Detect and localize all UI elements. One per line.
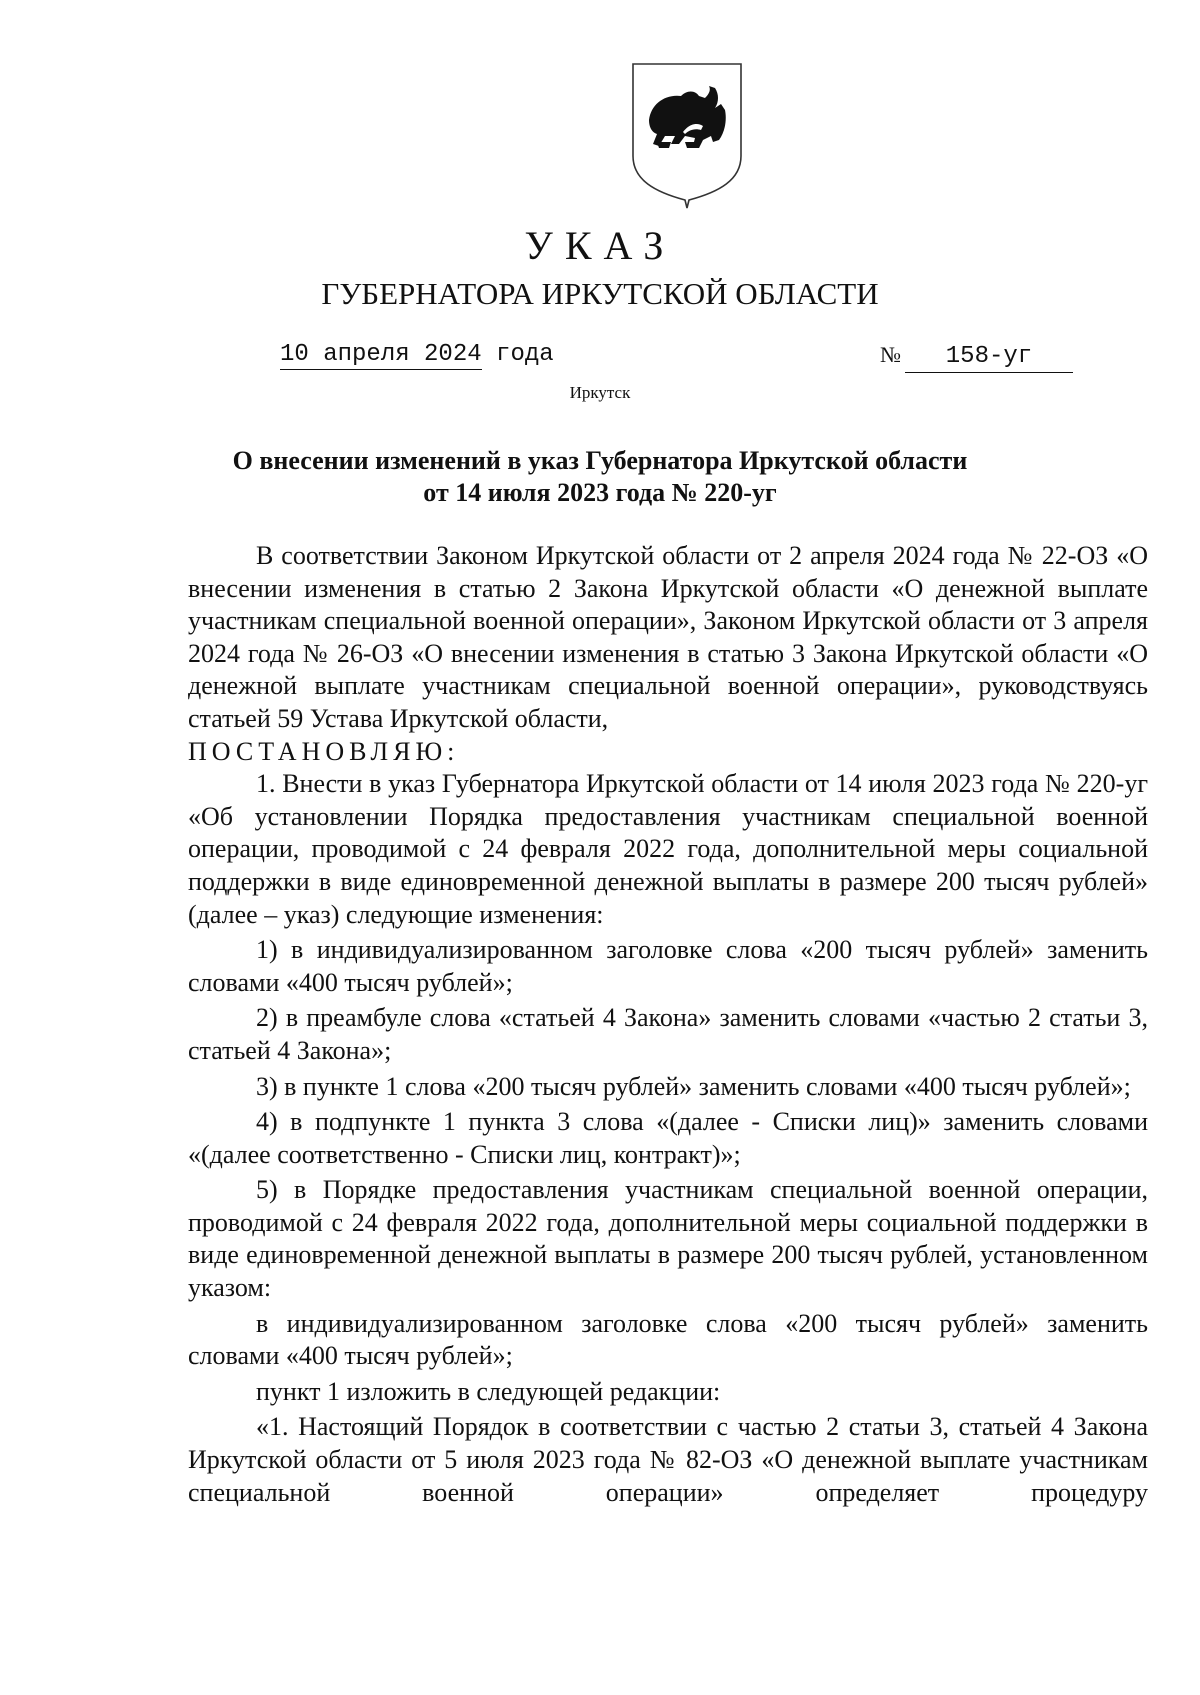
decree-date xyxy=(280,340,570,370)
quoted-item-1-paragraph: «1. Настоящий Порядок в соответствии с частью 2 статьи 3, статьей 4 Закона Иркутской области от 5 июля 2023 года № 82-ОЗ «О денежной выплате участникам специальной военной операции» определяет процедуру xyxy=(188,1412,1148,1507)
preamble-paragraph: В соответствии Законом Иркутской области от 2 апреля 2024 года № 22-ОЗ «О внесении изменения в статью 2 Закона Иркутской области «О денежной выплате участникам специальной военной операции», Законом Иркутской области от 3 апреля 2024 года № 26-ОЗ «О внесении изменения в статью 3 Закона Иркутской области «О денежной выплате участникам специальной военной операции», руководствуясь статьей 59 Устава Иркутской области, xyxy=(188,541,1148,733)
item-1-paragraph: 1. Внести в указ Губернатора Иркутской области от 14 июля 2023 года № 220-уг «Об установлении Порядка предоставления участникам специальной военной операции, проводимой с 24 февраля 2022 года, дополнительной меры социальной поддержки в виде единовременной денежной выплаты в размере 200 тысяч рублей» (далее – указ) следующие изменения: xyxy=(188,769,1148,929)
subitem-4-paragraph: 4) в подпункте 1 пункта 3 слова «(далее - Списки лиц)» заменить словами «(далее соответственно - Списки лиц, контракт)»; xyxy=(188,1107,1148,1169)
subitem-2-paragraph: 2) в преамбуле слова «статьей 4 Закона» заменить словами «частью 2 статьи 3, статьей 4 Закона»; xyxy=(188,1003,1148,1065)
decree-date-suffix: года xyxy=(481,341,554,368)
decree-heading-line-2: от 14 июля 2023 года № 220-уг xyxy=(423,478,777,507)
city-label: Иркутск xyxy=(569,383,631,402)
subitem-3-paragraph: 3) в пункте 1 слова «200 тысяч рублей» заменить словами «400 тысяч рублей»; xyxy=(256,1071,1131,1101)
decree-number-value: 158-уг xyxy=(905,342,1073,373)
subitem-5-paragraph: 5) в Порядке предоставления участникам специальной военной операции, проводимой с 24 февраля 2022 года, дополнительной меры социальной поддержки в виде единовременной денежной выплаты в размере 200 тысяч рублей, установленном указом: xyxy=(188,1175,1148,1303)
decree-number xyxy=(880,340,1080,373)
decree-heading xyxy=(200,445,1000,509)
decree-heading-line-1: О внесении изменений в указ Губернатора Иркутской области xyxy=(232,446,968,475)
document-type-title: УКАЗ xyxy=(524,223,676,268)
subitem-5b-paragraph: пункт 1 изложить в следующей редакции: xyxy=(256,1376,721,1406)
subitem-1-paragraph: 1) в индивидуализированном заголовке слова «200 тысяч рублей» заменить словами «400 тысяч рублей»; xyxy=(188,935,1148,997)
decree-body xyxy=(188,540,1148,1509)
number-sign: № xyxy=(880,342,901,367)
subitem-5a-paragraph: в индивидуализированном заголовке слова «200 тысяч рублей» заменить словами «400 тысяч рублей»; xyxy=(188,1308,1148,1371)
resolve-word: ПОСТАНОВЛЯЮ: xyxy=(188,736,460,766)
irkutsk-coat-of-arms-icon xyxy=(627,60,747,210)
issuer-title: ГУБЕРНАТОРА ИРКУТСКОЙ ОБЛАСТИ xyxy=(321,276,879,311)
decree-date-value: 10 апреля 2024 xyxy=(280,341,482,368)
